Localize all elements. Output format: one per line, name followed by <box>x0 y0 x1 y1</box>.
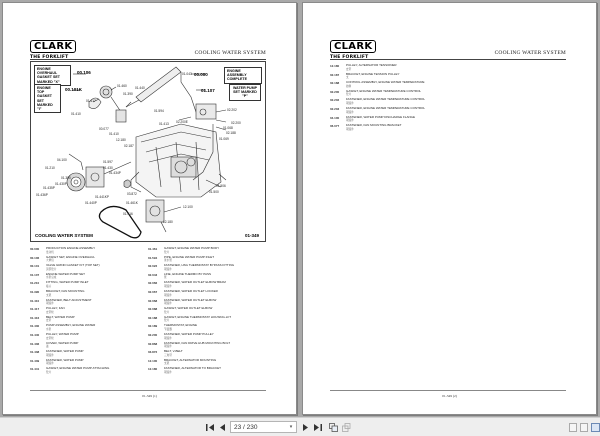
part-desc-cn: 垫片 <box>164 250 170 254</box>
part-label: 03.872 <box>127 192 137 196</box>
part-label: 01.390 <box>61 176 71 180</box>
part-desc: FASTENER, WATER PUMP <box>46 357 84 362</box>
last-page-button[interactable] <box>313 422 323 433</box>
part-desc: FASTENER, HSG THERMOSTAT BYPASS FITTING <box>164 263 235 268</box>
prev-page-icon <box>220 424 225 431</box>
part-desc-cn: 盖 <box>46 345 49 349</box>
section-title: COOLING WATER SYSTEM <box>194 50 266 56</box>
parts-list-continued <box>330 64 425 133</box>
page-number-field[interactable] <box>230 421 297 433</box>
part-desc: FASTENER, WATER PUMP <box>46 349 84 354</box>
part-desc: CONTROL ASSEMBLY, ENGINE WATER TEMPERATURE <box>346 80 425 85</box>
part-code: 00.101 <box>30 264 40 269</box>
part-desc: FASTENER, WATER OUTLET ELBOW BRAM <box>164 280 226 285</box>
part-code: 01.430 <box>30 324 40 329</box>
part-desc-cn: 垫片 <box>346 93 352 97</box>
part-code: 12.180 <box>148 367 158 372</box>
callout-engine-assembly: ENGINE ASSEMBLY COMPLETE <box>224 67 262 84</box>
part-desc-cn: 紧固件 <box>346 101 354 105</box>
part-code: 01.416 <box>30 315 40 320</box>
part-desc: GASKET, ENGINE WATER PUMP BODY <box>164 246 220 250</box>
part-label: 01.434P <box>109 171 121 175</box>
part-desc-cn: 支架 <box>164 362 170 366</box>
part-code: 01.107 <box>30 272 40 277</box>
part-desc-cn: 水泵 <box>46 327 52 331</box>
part-desc-cn: 管 <box>164 276 167 280</box>
part-desc: FASTENER, BELT ADJUSTMENT <box>46 297 92 302</box>
part-code: 02.188 <box>330 81 340 86</box>
part-code: 12.180 <box>330 64 340 68</box>
page-number-input[interactable] <box>231 424 286 431</box>
part-code: 00.106 <box>30 255 40 260</box>
part-label: 01.460 <box>117 84 127 88</box>
part-code: 00.000 <box>30 247 40 251</box>
part-label: 01.461K <box>126 201 138 205</box>
part-desc: PULLEY, ALTERNATOR TENSIONER <box>346 63 397 67</box>
part-desc-cn: 紧固件 <box>164 302 172 306</box>
part-label: 01.043 <box>182 72 192 76</box>
part-code: 02.189 <box>148 324 158 329</box>
part-desc-cn: 紧固件 <box>164 293 172 297</box>
part-desc: GASKET, ENGINE WATER TEMPERATURE CONTROL <box>346 88 422 93</box>
part-desc-cn: 紧固件 <box>46 362 54 366</box>
diagram-caption: COOLING WATER SYSTEM <box>35 233 93 238</box>
part-desc: VALVE GRIND GASKET KIT (TOP SET) <box>46 263 100 268</box>
first-page-button[interactable] <box>205 422 215 433</box>
diagram-ref: 01-349 <box>244 233 259 238</box>
navigation-toolbar <box>0 417 600 436</box>
part-desc: FASTENER, ENGINE WATER TEMPERATURE CONTROL <box>346 105 426 110</box>
part-desc: FASTENER, WATER PUMP PULLEY <box>164 331 214 336</box>
next-view-button[interactable] <box>341 422 351 433</box>
part-desc: LINE, ENGINE THERMO BY PASS <box>164 271 212 276</box>
part-code: 02.088 <box>148 307 158 312</box>
part-label: 01.506 <box>216 184 226 188</box>
part-desc-cn: 接头 <box>46 284 52 288</box>
part-label: 01.410 <box>71 112 81 116</box>
next-page-icon <box>303 424 308 431</box>
part-desc-cn: 紧固件 <box>164 336 172 340</box>
header-divider <box>330 59 566 60</box>
part-code: 01.594 <box>148 255 158 260</box>
part-code: 12.100 <box>148 358 158 363</box>
part-label: 12.100 <box>183 205 193 209</box>
part-desc-cn: 紧固件 <box>164 267 172 271</box>
chevron-down-icon[interactable]: ▾ <box>289 424 293 430</box>
part-desc: PRODUCTION ENGINE ASSEMBLY <box>46 246 96 250</box>
part-label: 01.500 <box>209 190 219 194</box>
page-right <box>302 2 597 415</box>
part-desc-cn: 发动机 <box>46 250 54 254</box>
part-code: 01.436 <box>30 341 40 346</box>
part-desc: GASKET, ENGINE WATER PUMP ATTACHING <box>46 366 110 371</box>
next-view-icon <box>342 423 351 432</box>
part-desc-cn: 紧固件 <box>346 110 354 114</box>
part-code: 02.022 <box>148 264 158 269</box>
part-code: 01.438 <box>30 350 40 355</box>
prev-page-button[interactable] <box>218 422 227 433</box>
part-label: 01.210 <box>45 166 55 170</box>
part-desc-cn: 皮带 <box>46 319 52 323</box>
part-desc-cn: 紧固件 <box>46 353 54 357</box>
part-label: 01.597 <box>103 160 113 164</box>
part-label: 01.594 <box>154 109 164 113</box>
part-label: 01.435P <box>43 186 55 190</box>
part-code: 02.188 <box>148 315 158 320</box>
part-label: 02.200E <box>176 120 188 124</box>
part-desc: THERMOSTAT, ENGINE <box>164 323 198 328</box>
part-label: 01.417 <box>86 99 96 103</box>
part-desc-cn: 紧固件 <box>164 370 172 374</box>
clark-logo <box>30 36 76 60</box>
single-page-view-button[interactable] <box>569 423 577 432</box>
part-label: 01.068 <box>223 126 233 130</box>
part-desc-cn: 紧固件 <box>164 284 172 288</box>
part-desc: BRACKET, ALTERNATOR MOUNTING <box>164 357 217 362</box>
part-desc-cn: 支架 <box>46 293 52 297</box>
part-code: 01.439 <box>30 358 40 363</box>
page-footer-ref: 01-349 (2) <box>442 394 457 398</box>
part-desc: BRACKET, ENGINE TENSION PULLEY <box>346 71 400 76</box>
part-code: 01.390 <box>30 289 40 294</box>
part-label: 01.440P <box>85 201 97 205</box>
part-code: 02.200 <box>330 89 340 94</box>
part-code: 04.100 <box>330 115 340 120</box>
part-desc: FASTENER, WATER OUTLET ELBOW <box>164 297 217 302</box>
part-label: 01.441KP <box>95 195 110 199</box>
page-footer-ref: 01-349 (1) <box>142 394 157 398</box>
part-label: 02.187 <box>124 144 134 148</box>
part-desc: FASTENER, WATER PUMP DISCHARGE FLANGE <box>346 114 415 119</box>
part-label: 04.100 <box>57 158 67 162</box>
callout-water-pump-set: WATER PUMP SET MARKED "P" <box>229 84 261 101</box>
part-label: 01.430P <box>55 182 67 186</box>
part-label: 00.077 <box>99 127 109 131</box>
part-code: 02.068 <box>148 298 158 303</box>
part-desc: GASKET, WATER OUTLET ELBOW <box>164 306 213 311</box>
part-desc: BELT, WATER PUMP <box>46 314 75 319</box>
part-desc-cn: 皮带 <box>346 67 352 71</box>
part-label: 02.200 <box>231 121 241 125</box>
part-desc-cn: 垫片 <box>164 319 170 323</box>
part-code: 02.200 <box>148 332 158 337</box>
parts-list-column-1 <box>30 247 109 376</box>
part-desc-cn: 节温器 <box>164 327 172 331</box>
part-label: 01.436P <box>36 193 48 197</box>
part-desc-cn: 垫片 <box>46 370 52 374</box>
part-desc-cn: 紧固件 <box>46 302 54 306</box>
previous-view-icon <box>329 423 338 432</box>
part-code: 01.461 <box>148 247 158 251</box>
part-desc: BELT, V-BELT <box>164 349 183 354</box>
header-divider <box>30 59 266 60</box>
part-desc: FITTING, WATER PUMP INLET <box>46 280 89 285</box>
part-row <box>30 367 109 376</box>
callout-num-01107: 01.107 <box>201 88 215 93</box>
part-desc-cn: 控制 <box>346 84 352 88</box>
part-code: 02.066 <box>148 281 158 286</box>
brand-tagline: THE FORKLIFT <box>30 55 69 60</box>
part-desc-cn: 支 <box>346 76 349 80</box>
part-code: 01.210 <box>30 281 40 286</box>
part-code: 01.440 <box>30 332 40 337</box>
footer-divider <box>330 390 566 391</box>
exploded-parts-diagram <box>30 61 266 242</box>
part-desc: GASKET, ENGINE THERMOSTAT HOUSING-LFT <box>164 314 232 319</box>
part-code: 02.868 <box>148 341 158 346</box>
part-code: 02.043 <box>148 272 158 277</box>
part-desc-cn: 顶部垫片 <box>46 267 57 271</box>
brand-name: CLARK <box>330 40 376 53</box>
continuous-view-button[interactable] <box>580 423 588 432</box>
footer-divider <box>30 390 266 391</box>
part-desc-cn: 皮带轮 <box>46 336 54 340</box>
last-page-icon <box>314 424 322 431</box>
part-row <box>148 367 234 376</box>
part-label: 01.416 <box>123 212 133 216</box>
part-code: 06.077 <box>330 124 340 129</box>
part-code: 02.202 <box>330 98 340 103</box>
part-code: 03.872 <box>148 350 158 355</box>
part-desc-cn: 紧固件 <box>346 127 354 131</box>
part-desc-cn: 水泵总成 <box>46 276 57 280</box>
part-code: 01.441 <box>30 367 40 372</box>
two-page-view-button[interactable] <box>591 423 600 432</box>
part-desc: PUMP ASSEMBLY, ENGINE WATER <box>46 323 96 328</box>
part-code: 02.187 <box>330 72 340 77</box>
page-left <box>2 2 297 415</box>
part-desc-cn: 进水管 <box>164 259 172 263</box>
parts-list-column-2 <box>148 247 234 376</box>
part-desc: FASTENER, WATER OUTLET LOCKER <box>164 288 218 293</box>
part-desc-cn: 大修包 <box>46 259 54 263</box>
brand-tagline: THE FORKLIFT <box>330 55 369 60</box>
next-page-button[interactable] <box>301 422 310 433</box>
part-label: 01.410 <box>109 132 119 136</box>
part-desc-cn: 皮带轮 <box>46 310 54 314</box>
part-label: 01.430 <box>103 166 113 170</box>
part-label: 12.180 <box>163 220 173 224</box>
brand-name: CLARK <box>30 40 76 53</box>
part-desc: FASTENER, ENGINE WATER TEMPERATURE CONTROL <box>346 97 426 102</box>
part-desc: ENGINE WATER PUMP SET <box>46 271 85 276</box>
part-row <box>148 342 234 351</box>
part-row <box>30 299 109 308</box>
part-label: 12.180 <box>116 138 126 142</box>
part-desc: PIPE, ENGINE WATER PUMP INLET <box>164 254 215 259</box>
part-label: 01.413 <box>159 122 169 126</box>
section-title: COOLING WATER SYSTEM <box>494 50 566 56</box>
part-desc: PULLEY, FAN <box>46 306 65 311</box>
previous-view-button[interactable] <box>328 422 338 433</box>
callout-engine-top-gasket: ENGINE TOP GASKET SET MARKED "I" <box>34 84 61 113</box>
part-desc-cn: 紧固件 <box>164 345 172 349</box>
callout-num-00106: 00.106 <box>77 70 91 75</box>
part-code: 02.067 <box>148 289 158 294</box>
part-code: 02.203 <box>330 106 340 111</box>
part-desc: FASTENER, FAN DRIVE HUB MOUNTING BOLT <box>164 340 231 345</box>
part-label: 01.390 <box>123 92 133 96</box>
callout-num-00000: 00.000 <box>194 72 208 77</box>
part-desc: COVER, WATER PUMP <box>46 340 79 345</box>
part-label: 01.069 <box>219 137 229 141</box>
part-desc-cn: 垫片 <box>164 310 170 314</box>
part-desc: BRACKET, FAN MOUNTING <box>46 288 85 293</box>
part-desc: PULLEY, WATER PUMP <box>46 331 79 336</box>
part-desc: FASTENER, FAN MOUNTING BRACKET <box>346 123 402 128</box>
part-desc: GASKET SET, ENGINE OVERHAUL <box>46 254 95 259</box>
part-label: 01.440 <box>135 86 145 90</box>
callout-num-00101k: 00.101K <box>65 87 83 92</box>
part-code: 01.417 <box>30 307 40 312</box>
part-label: 02.202 <box>227 108 237 112</box>
part-desc-cn: 紧固件 <box>346 119 354 123</box>
part-code: 01.410 <box>30 298 40 303</box>
part-row <box>330 124 425 133</box>
callout-engine-overhaul-gasket: ENGINE OVERHAUL GASKET SET MARKED "X" <box>34 65 71 86</box>
first-page-icon <box>206 424 214 431</box>
part-desc-cn: 三角带 <box>164 353 172 357</box>
part-label: 02.188 <box>226 131 236 135</box>
part-desc: FASTENER, ALTERNATOR TO BRACKET <box>164 366 221 371</box>
clark-logo <box>330 36 376 60</box>
